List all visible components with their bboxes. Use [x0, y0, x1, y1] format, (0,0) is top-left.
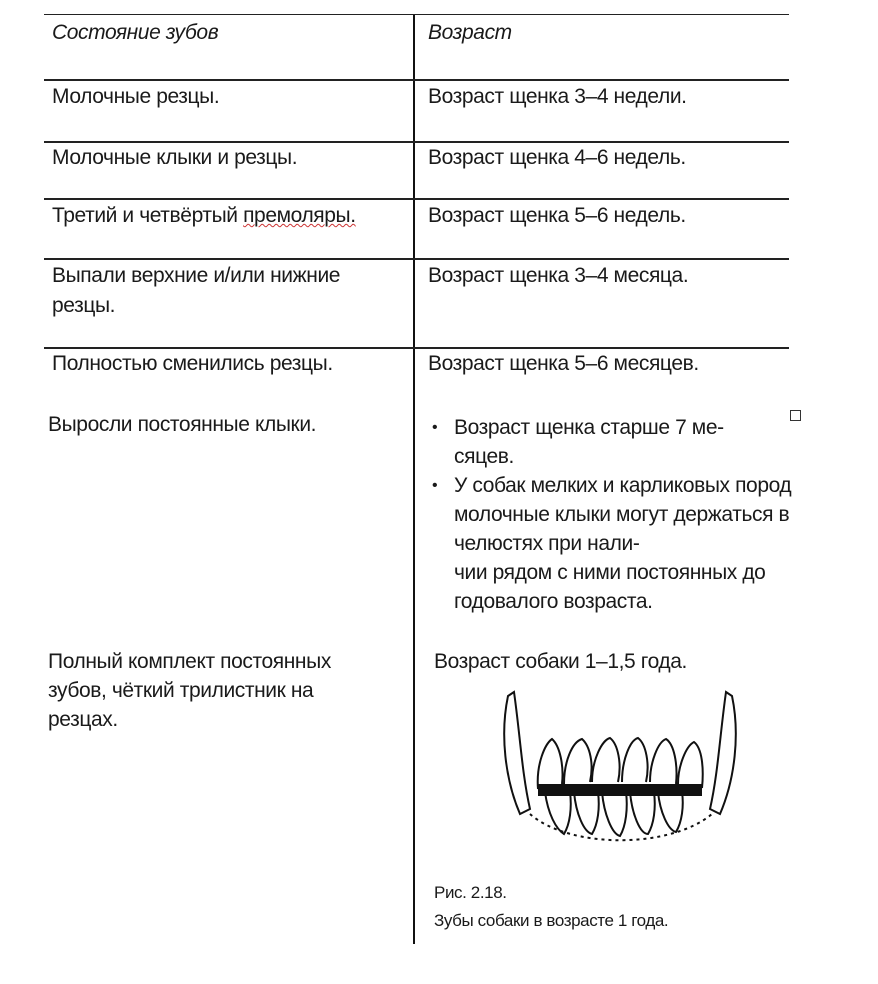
row-6-age-list — [432, 413, 792, 616]
header-age: Возраст — [428, 21, 512, 44]
row-divider — [44, 198, 415, 200]
row-divider — [415, 258, 789, 260]
figure-caption: Зубы собаки в возрасте 1 года. — [434, 911, 669, 930]
row-7-condition-line-2: зубов, чёткий трилистник на — [48, 679, 314, 702]
row-2-age: Возраст щенка 4–6 недель. — [428, 146, 686, 169]
row-3-condition-spellcheck-word: премоляры. — [243, 204, 356, 227]
row-5-condition: Полностью сменились резцы. — [52, 352, 333, 375]
row-7-condition-line-1: Полный комплект постоянных — [48, 650, 331, 673]
row-1-condition: Молочные резцы. — [52, 85, 220, 108]
row-divider — [44, 14, 415, 15]
column-divider — [413, 14, 415, 944]
row-6-condition: Выросли постоянные клыки. — [48, 413, 317, 436]
row-3-condition-text: Третий и четвёртый — [52, 204, 244, 227]
row-7-condition-line-3: резцах. — [48, 708, 118, 731]
header-condition: Состояние зубов — [52, 21, 219, 44]
row-divider — [415, 14, 789, 15]
figure-label: Рис. 2.18. — [434, 883, 507, 902]
anchor-marker — [790, 410, 801, 421]
row-2-condition: Молочные клыки и резцы. — [52, 146, 298, 169]
row-1-age: Возраст щенка 3–4 недели. — [428, 85, 687, 108]
row-6-age-bullet-2: • У собак мелких и карликовых пород молочные клыки могут держаться в челюстях при нали- чии рядом с ними постоянных до годовалого возраста. — [432, 471, 792, 616]
row-4-age: Возраст щенка 3–4 месяца. — [428, 264, 689, 287]
row-5-age: Возраст щенка 5–6 месяцев. — [428, 352, 699, 375]
row-6-age-bullet-1: • Возраст щенка старше 7 ме- сяцев. — [432, 413, 792, 471]
row-4-condition-line-2: резцы. — [52, 294, 116, 317]
row-3-age: Возраст щенка 5–6 недель. — [428, 204, 686, 227]
row-divider — [415, 198, 789, 200]
row-divider — [415, 79, 789, 81]
row-divider — [44, 258, 415, 260]
row-7-age: Возраст собаки 1–1,5 года. — [434, 650, 687, 673]
row-3-condition — [52, 201, 356, 230]
row-divider — [44, 79, 415, 81]
row-4-condition-line-1: Выпали верхние и/или нижние — [52, 264, 341, 287]
dog-teeth-illustration — [490, 684, 750, 854]
